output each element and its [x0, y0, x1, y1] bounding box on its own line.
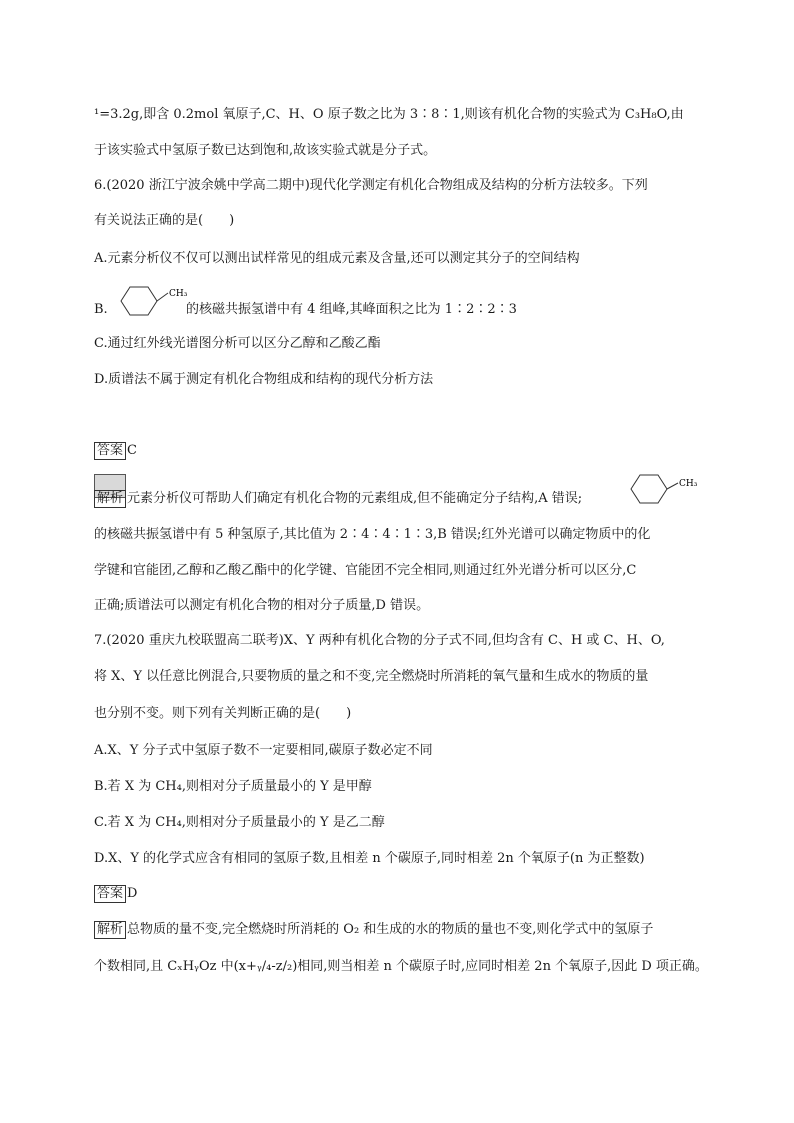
- methylcyclohexane-structure: [622, 471, 698, 507]
- question-7-stem: 也分别不变。则下列有关判断正确的是( ): [94, 706, 352, 721]
- text-line: ¹=3.2g,即含 0.2mol 氧原子,C、H、O 原子数之比为 3∶8∶1,则该有机化合物的实验式为 C₃H₈O,由: [94, 107, 684, 122]
- text-line: 于该实验式中氢原子数已达到饱和,故该实验式就是分子式。: [94, 143, 437, 158]
- methylcyclohexane-structure: [112, 283, 188, 319]
- option-7d: D.X、Y 的化学式应含有相同的氢原子数,且相差 n 个碳原子,同时相差 2n 个氧原子(n 为正整数): [94, 851, 645, 866]
- option-6b-prefix: B.: [94, 302, 108, 317]
- explanation-text: 总物质的量不变,完全燃烧时所消耗的 O₂ 和生成的水的物质的量也不变,则化学式中的氢原子: [127, 922, 654, 937]
- explanation-6: 的核磁共振氢谱中有 5 种氢原子,其比值为 2∶4∶4∶1∶3,B 错误;红外光谱可以确定物质中的化: [94, 527, 651, 542]
- explanation-label: 解析: [94, 490, 126, 508]
- answer-label: 答案: [94, 885, 126, 903]
- option-6b: 的核磁共振氢谱中有 4 组峰,其峰面积之比为 1∶2∶2∶3: [186, 302, 517, 317]
- option-7b: B.若 X 为 CH₄,则相对分子质量最小的 Y 是甲醇: [94, 779, 372, 794]
- explanation-7: [94, 921, 653, 939]
- explanation-6: 学键和官能团,乙醇和乙酸乙酯中的化学键、官能团不完全相同,则通过红外光谱分析可以区分,C: [94, 563, 637, 578]
- explanation-6: 正确;质谱法可以测定有机化合物的相对分子质量,D 错误。: [94, 598, 430, 613]
- explanation-6: [94, 490, 582, 508]
- question-6-stem: 有关说法正确的是( ): [94, 213, 235, 228]
- answer-value: D: [127, 886, 138, 901]
- question-7-stem: 将 X、Y 以任意比例混合,只要物质的量之和不变,完全燃烧时所消耗的氧气量和生成水的物质的量: [94, 669, 649, 684]
- option-6a: A.元素分析仪不仅可以测出试样常见的组成元素及含量,还可以测定其分子的空间结构: [94, 251, 580, 266]
- explanation-text: 元素分析仪可帮助人们确定有机化合物的元素组成,但不能确定分子结构,A 错误;: [127, 491, 583, 506]
- ch3-label: CH₃: [679, 479, 698, 489]
- answer-label: 答案: [94, 442, 126, 460]
- answer-7: [94, 885, 137, 903]
- answer-value: C: [127, 443, 137, 458]
- option-6d: D.质谱法不属于测定有机化合物组成和结构的现代分析方法: [94, 372, 434, 387]
- question-6-stem: 6.(2020 浙江宁波余姚中学高二期中)现代化学测定有机化合物组成及结构的分析方法较多。下列: [94, 178, 648, 193]
- explanation-7: 个数相同,且 CₓHᵧOz 中(x+ᵧ/₄-z/₂)相同,则当相差 n 个碳原子时,应同时相差 2n 个氧原子,因此 D 项正确。: [94, 959, 708, 974]
- option-6c: C.通过红外线光谱图分析可以区分乙醇和乙酸乙酯: [94, 336, 381, 351]
- ch3-label: CH₃: [169, 289, 188, 299]
- option-7c: C.若 X 为 CH₄,则相对分子质量最小的 Y 是乙二醇: [94, 815, 385, 830]
- explanation-label: 解析: [94, 921, 126, 939]
- option-7a: A.X、Y 分子式中氢原子数不一定要相同,碳原子数必定不同: [94, 743, 433, 758]
- question-7-stem: 7.(2020 重庆九校联盟高二联考)X、Y 两种有机化合物的分子式不同,但均含有 C、H 或 C、H、O,: [94, 633, 665, 648]
- answer-6: [94, 442, 137, 460]
